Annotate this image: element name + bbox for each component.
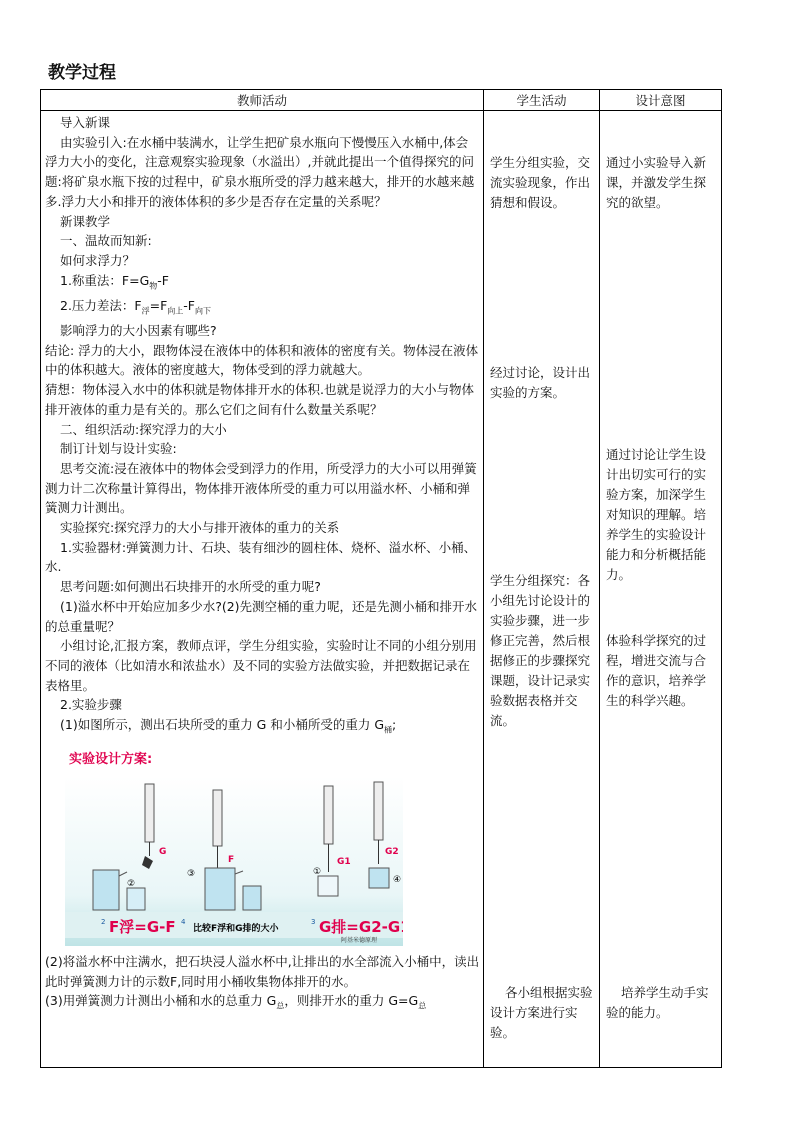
text-steps-heading: 2.实验步骤 xyxy=(60,697,122,713)
label-n1: ① xyxy=(313,867,322,877)
text-step-3: (3)用弹簧测力计测出小桶和水的总重力 $G_总$，则排开水的重力 $G=G_总$ xyxy=(45,993,427,1011)
text-think-question: 思考问题:如何测出石块排开的水所受的重力呢? xyxy=(60,579,321,595)
text-discussion: 思考交流:浸在液体中的物体会受到浮力的作用，所受浮力的大小可以用弹簧测力计二次称量计算得出，物体排开液体所受的重力可以用溢水杯、小桶和弹簧测力计测出。 xyxy=(45,460,477,516)
small-bucket-1 xyxy=(127,888,145,910)
design-intent-cell xyxy=(600,111,722,1068)
student-activity-cell xyxy=(484,111,600,1068)
table-body-row xyxy=(41,111,722,1068)
text-group-discussion: 小组讨论,汇报方案，教师点评，学生分组实验，实验时让不同的小组分别用不同的液体（比如清水和浓盐水）及不同的实验方法做实验，并把数据记录在表格里。 xyxy=(45,638,477,693)
text-how-buoyancy: 如何求浮力？ xyxy=(60,252,136,268)
overflow-cup-2 xyxy=(205,868,235,910)
formula-buoyancy: F浮=G-F xyxy=(109,918,176,936)
label-g: G xyxy=(159,847,167,857)
text-plan-design: 制订计划与设计实验: xyxy=(60,441,177,457)
label-step3: 3 xyxy=(311,918,316,926)
bucket-empty xyxy=(318,876,338,896)
student-text-3: 学生分组探究：各小组先讨论设计的实验步骤，进一步修正完善，然后根据修正的步骤探究课题，设计记录实验数据表格并交流。 xyxy=(490,573,591,728)
text-step-2: (2)将溢水杯中注满水，把石块浸人溢水杯中,让排出的水全部流入小桶中，读出此时弹簧测力计的示数F,同时用小桶收集物体排开的水。 xyxy=(45,954,480,989)
student-text-4: 各小组根据实验设计方案进行实验。 xyxy=(490,985,593,1040)
label-n3: ③ xyxy=(187,869,196,879)
text-intro-heading: 导入新课 xyxy=(60,115,111,130)
label-step2: 2 xyxy=(101,918,106,926)
text-hypothesis: 猜想：物体浸入水中的体积就是物体排开水的体积.也就是说浮力的大小与物体排开液体的重力是有关的。那么它们之间有什么数量关系呢？ xyxy=(45,382,474,417)
text-experiment-title: 实验探究:探究浮力的大小与排开液体的重力的关系 xyxy=(60,520,340,536)
design-text-4: 培养学生动手实验的能力。 xyxy=(606,985,709,1020)
student-text-1: 学生分组实验，交流实验现象，作出猜想和假设。 xyxy=(490,155,591,210)
text-section-2: 二、组织活动:探究浮力的大小 xyxy=(60,421,227,437)
header-student-activity: 学生活动 xyxy=(484,90,600,111)
design-text-1: 通过小实验导入新课，并激发学生探究的欲望。 xyxy=(606,155,707,210)
text-step-1: (1)如图所示，测出石块所受的重力 G 和小桶所受的重力 $G_桶$; xyxy=(60,717,397,735)
text-factors-question: 影响浮力的大小因素有哪些? xyxy=(60,323,217,339)
teaching-process-table xyxy=(40,89,722,1068)
design-text-2: 通过讨论让学生设计出切实可行的实验方案，加深学生对知识的理解。培养学生的实验设计能力和分析概括能力。 xyxy=(606,447,707,582)
label-g2: G2 xyxy=(385,847,399,857)
overflow-cup-1 xyxy=(93,870,119,910)
text-new-lesson: 新课教学 xyxy=(60,213,111,229)
label-step4: 4 xyxy=(181,918,186,926)
text-intro-body: 由实验引入:在水桶中装满水，让学生把矿泉水瓶向下慢慢压入水桶中,体会浮力大小的变化，注意观察实验现象（水溢出）,并就此提出一个值得探究的问题:将矿泉水瓶下按的过程中，矿泉水瓶所受的浮力越来越大，排开的水越来越多.浮力大小和排开的液体体积的多少是否存在定量的关系呢？ xyxy=(45,134,475,209)
text-conclusion: 结论: 浮力的大小，跟物体浸在液体中的体积和液体的密度有关。物体浸在液体中的体积越大。液体的密度越大，物体受到的浮力就越大。 xyxy=(45,342,479,378)
figure-heading: 实验设计方案: xyxy=(69,752,153,768)
principle-label: 阿基米德原理 xyxy=(341,937,378,944)
bucket-water xyxy=(369,868,389,888)
text-section-1: 一、温故而知新: xyxy=(60,233,152,249)
header-teacher-activity: 教师活动 xyxy=(41,90,484,111)
header-design-intent: 设计意图 xyxy=(600,90,722,111)
text-method-weighing: 1.称重法：$F=G_物-F$ xyxy=(60,272,169,291)
teacher-activity-cell xyxy=(41,111,484,1068)
label-g1: G1 xyxy=(337,857,351,867)
experiment-figure xyxy=(65,776,403,946)
label-f: F xyxy=(228,855,235,865)
student-text-2: 经过讨论，设计出实验的方案。 xyxy=(490,365,591,400)
label-n2: ② xyxy=(127,879,136,889)
text-equipment: 1.实验器材:弹簧测力计、石块、装有细沙的圆柱体、烧杯、溢水杯、小桶、水. xyxy=(45,539,477,575)
table-header-row xyxy=(41,90,722,111)
compare-text: 比较F浮和G排的大小 xyxy=(193,924,279,934)
page-title: 教学过程 xyxy=(48,63,116,83)
experiment-diagram xyxy=(65,776,403,946)
text-method-pressure: 2.压力差法：$F_浮=F_{向上}-F_{向下}$ xyxy=(60,297,211,316)
text-sub-questions: (1)溢水杯中开始应加多少水?(2)先测空桶的重力呢，还是先测小桶和排开水的总重量呢？ xyxy=(45,598,478,634)
label-n4: ④ xyxy=(393,875,402,885)
design-text-3: 体验科学探究的过程，增进交流与合作的意识，培养学生的科学兴趣。 xyxy=(606,633,707,708)
formula-displaced: G排=G2-G1 xyxy=(319,918,403,936)
small-bucket-2 xyxy=(243,886,261,910)
